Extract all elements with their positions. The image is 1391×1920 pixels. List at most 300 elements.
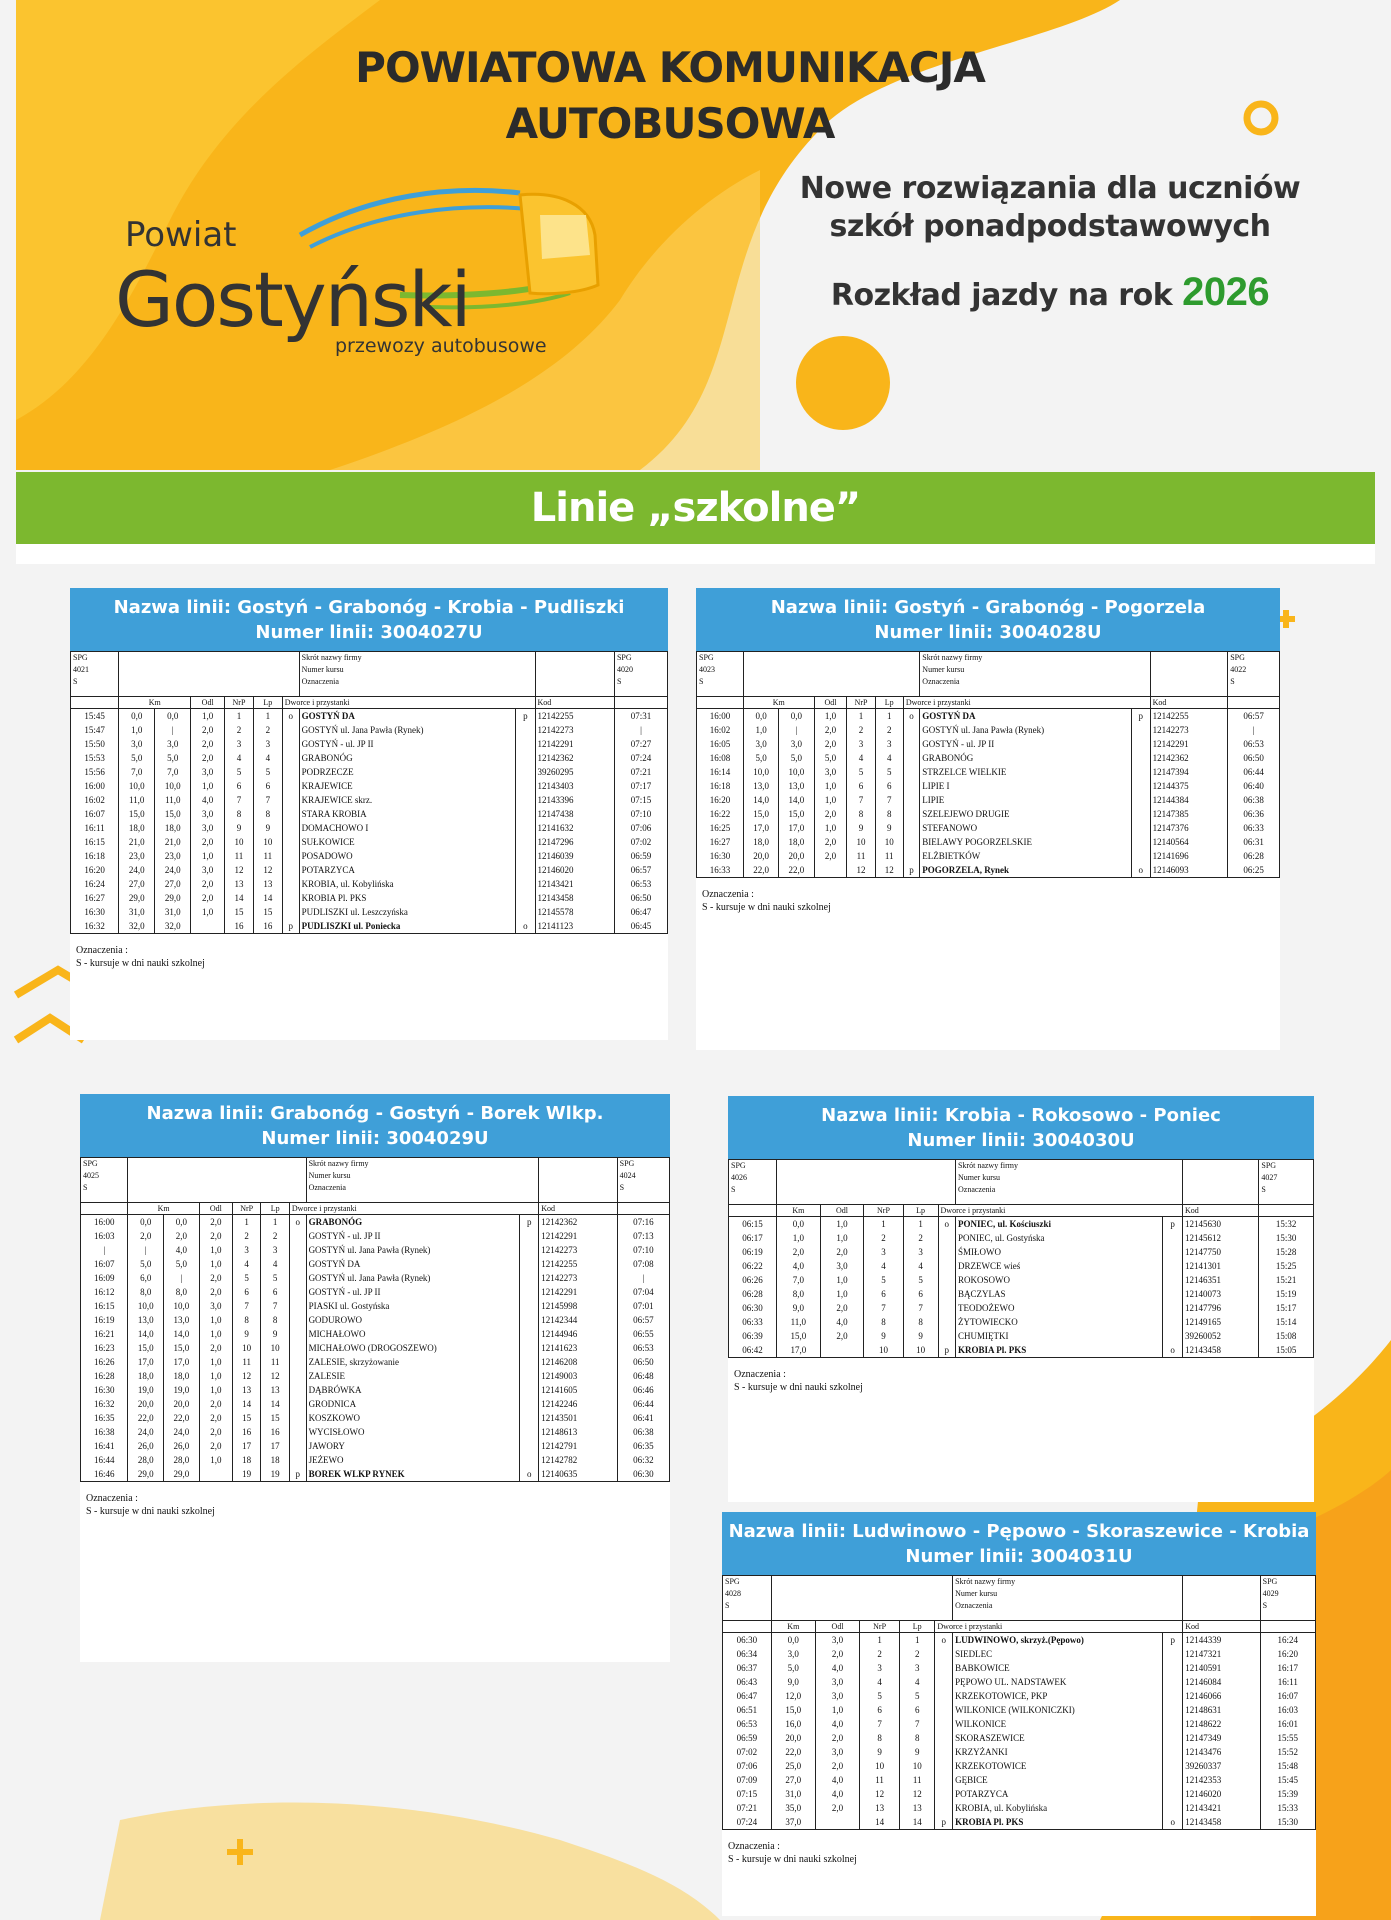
- header-blank: [771, 1576, 952, 1621]
- km: 19,0: [128, 1383, 164, 1397]
- time-back: 07:15: [614, 793, 667, 807]
- table-row: [723, 1675, 1316, 1689]
- odl: 3,0: [191, 807, 225, 821]
- mark-right: [516, 821, 535, 835]
- time-out: 16:30: [81, 1383, 128, 1397]
- mark-left: [289, 1313, 306, 1327]
- time-out: 16:44: [81, 1453, 128, 1467]
- time-back: 15:45: [1260, 1773, 1315, 1787]
- spg-right: [617, 1158, 669, 1203]
- time-out: 16:25: [697, 821, 744, 835]
- header-course: Numer kursu: [301, 665, 344, 674]
- time-back: 15:25: [1259, 1259, 1314, 1273]
- stop-name: PUDLISZKI ul. Leszczyńska: [299, 905, 516, 919]
- km: 15,0: [128, 1341, 164, 1355]
- mark-right: [516, 877, 535, 891]
- nrp: 14: [860, 1815, 900, 1830]
- km-cum: 14,0: [164, 1327, 200, 1341]
- nrp: 8: [232, 1313, 260, 1327]
- line-header: [80, 1094, 670, 1157]
- legend-title: Oznaczenia :: [702, 889, 754, 900]
- km: 15,0: [744, 807, 779, 821]
- stop-name: CHUMIĘTKI: [955, 1329, 1162, 1343]
- mark-left: [289, 1383, 306, 1397]
- nrp: 10: [225, 835, 254, 849]
- km-cum: 2,0: [164, 1229, 200, 1243]
- time-back: 16:11: [1260, 1675, 1315, 1689]
- nrp: 3: [860, 1661, 900, 1675]
- time-out: 15:53: [71, 751, 119, 765]
- stop-code: 12147438: [535, 807, 614, 821]
- time-back: 07:10: [617, 1243, 669, 1257]
- line-panel-3004030U: [728, 1096, 1314, 1502]
- nrp: 13: [860, 1801, 900, 1815]
- lp: 6: [261, 1285, 289, 1299]
- mark-left: o: [282, 709, 299, 724]
- mark-left: [282, 723, 299, 737]
- time-back: 06:35: [617, 1439, 669, 1453]
- km: 31,0: [771, 1787, 815, 1801]
- lp: 4: [261, 1257, 289, 1271]
- km: 18,0: [128, 1369, 164, 1383]
- time-out: 06:28: [729, 1287, 777, 1301]
- km: 31,0: [119, 905, 155, 919]
- schedule-label: Rozkład jazdy na rok: [830, 278, 1173, 313]
- spg-left: [81, 1158, 128, 1203]
- km: 10,0: [744, 765, 779, 779]
- stop-name: KRZEKOTOWICE, PKP: [953, 1689, 1163, 1703]
- stop-name: KRZEKOTOWICE: [953, 1759, 1163, 1773]
- nrp-label: NrP: [232, 1203, 260, 1215]
- lp: 16: [253, 919, 282, 934]
- odl: 5,0: [814, 751, 847, 765]
- page-title: [300, 40, 1040, 152]
- stop-code: 12142362: [1150, 751, 1228, 765]
- mark-left: [935, 1773, 953, 1787]
- mark-left: p: [935, 1815, 953, 1830]
- nrp: 4: [860, 1675, 900, 1689]
- logo-powiat: Powiat: [125, 215, 237, 255]
- table-row: [71, 751, 668, 765]
- time-out: 15:47: [71, 723, 119, 737]
- nrp: 7: [864, 1301, 903, 1315]
- lp: 14: [900, 1815, 935, 1830]
- mark-left: [282, 863, 299, 877]
- mark-left: [903, 849, 919, 863]
- stop-name: KRAJEWICE skrz.: [299, 793, 516, 807]
- spg-right-line: S: [619, 1183, 625, 1192]
- stop-name: SUŁKOWICE: [299, 835, 516, 849]
- km-cum: 0,0: [155, 709, 191, 724]
- stop-code: 12143476: [1183, 1745, 1260, 1759]
- nrp: 10: [847, 835, 875, 849]
- odl: 2,0: [814, 835, 847, 849]
- mark-right: [1163, 1731, 1183, 1745]
- lp: 8: [875, 807, 903, 821]
- km: 1,0: [777, 1231, 821, 1245]
- odl: 4,0: [820, 1315, 864, 1329]
- timetable-subheader: [81, 1203, 670, 1215]
- km-cum: 10,0: [155, 779, 191, 793]
- header-firm: [299, 652, 535, 697]
- odl: 1,0: [191, 905, 225, 919]
- time-back: 06:30: [617, 1467, 669, 1482]
- lp: 3: [253, 737, 282, 751]
- line-number: Numer linii: 3004029U: [261, 1128, 489, 1149]
- km: 16,0: [771, 1717, 815, 1731]
- km: 29,0: [119, 891, 155, 905]
- legend-text: S - kursuje w dni nauki szkolnej: [728, 1854, 857, 1865]
- km-cum: 5,0: [164, 1257, 200, 1271]
- time-out: 16:07: [81, 1257, 128, 1271]
- mark-right: [516, 793, 535, 807]
- timetable-subheader: [697, 697, 1280, 709]
- km: 24,0: [128, 1425, 164, 1439]
- table-row: [697, 751, 1280, 765]
- time-back: 06:50: [617, 1355, 669, 1369]
- time-out: 16:22: [697, 807, 744, 821]
- nrp: 2: [232, 1229, 260, 1243]
- km: 12,0: [771, 1689, 815, 1703]
- stop-name: ZALESIE: [306, 1369, 520, 1383]
- logo-name: Gostyński: [115, 255, 470, 344]
- km: 32,0: [119, 919, 155, 934]
- nrp: 4: [225, 751, 254, 765]
- nrp: 6: [232, 1285, 260, 1299]
- stop-name: GOSTYŃ DA: [920, 709, 1132, 724]
- stop-code: 12149165: [1182, 1315, 1258, 1329]
- nrp: 16: [232, 1425, 260, 1439]
- spg-left-line: S: [699, 677, 704, 686]
- stop-code: 12146093: [1150, 863, 1228, 878]
- subheader-blank: [723, 1621, 772, 1633]
- nrp: 5: [847, 765, 875, 779]
- stop-name: GOSTYŃ ul. Jana Pawła (Rynek): [299, 723, 516, 737]
- odl: 1,0: [199, 1453, 232, 1467]
- table-row: [81, 1313, 670, 1327]
- km: 11,0: [119, 793, 155, 807]
- time-out: 16:30: [697, 849, 744, 863]
- lp: 7: [875, 793, 903, 807]
- lp: 4: [900, 1675, 935, 1689]
- lp: 1: [253, 709, 282, 724]
- odl: 3,0: [815, 1689, 859, 1703]
- code-label: Kod: [1182, 1205, 1258, 1217]
- table-row: [697, 849, 1280, 863]
- table-row: [71, 779, 668, 793]
- time-back: 06:57: [1228, 709, 1280, 724]
- time-back: 15:55: [1260, 1731, 1315, 1745]
- stop-name: ROKOSOWO: [955, 1273, 1162, 1287]
- time-out: 16:27: [71, 891, 119, 905]
- stop-name: WILKONICE (WILKONICZKI): [953, 1703, 1163, 1717]
- km-cum: 17,0: [164, 1355, 200, 1369]
- km-cum: 14,0: [779, 793, 814, 807]
- table-row: [81, 1411, 670, 1425]
- time-back: 15:30: [1259, 1231, 1314, 1245]
- nrp: 12: [847, 863, 875, 878]
- km-cum: 5,0: [155, 751, 191, 765]
- nrp: 8: [860, 1731, 900, 1745]
- lp-label: Lp: [875, 697, 903, 709]
- table-row: [81, 1453, 670, 1467]
- time-back: 07:04: [617, 1285, 669, 1299]
- nrp: 2: [847, 723, 875, 737]
- time-back: 07:02: [614, 835, 667, 849]
- stop-name: DRZEWCE wieś: [955, 1259, 1162, 1273]
- year: 2026: [1182, 270, 1270, 314]
- stop-name: LUDWINOWO, skrzyż.(Pępowo): [953, 1633, 1163, 1648]
- stop-code: 12142255: [535, 709, 614, 724]
- time-back: 06:40: [1228, 779, 1280, 793]
- mark-right: [516, 751, 535, 765]
- odl: 2,0: [191, 751, 225, 765]
- lp: 9: [253, 821, 282, 835]
- time-back: 15:17: [1259, 1301, 1314, 1315]
- stop-code: 12144375: [1150, 779, 1228, 793]
- mark-left: [935, 1717, 953, 1731]
- odl: 4,0: [815, 1787, 859, 1801]
- timetable: [696, 651, 1280, 878]
- nrp: 15: [232, 1411, 260, 1425]
- mark-left: [289, 1425, 306, 1439]
- km: 28,0: [128, 1453, 164, 1467]
- odl: 4,0: [815, 1661, 859, 1675]
- odl: [191, 919, 225, 934]
- time-back: 06:47: [614, 905, 667, 919]
- stop-code: 12145578: [535, 905, 614, 919]
- line-header: [696, 588, 1280, 651]
- odl: 1,0: [814, 709, 847, 724]
- time-out: 07:06: [723, 1759, 772, 1773]
- time-back: |: [614, 723, 667, 737]
- stop-name: KROBIA Pl. PKS: [955, 1343, 1162, 1358]
- km-cum: 4,0: [164, 1243, 200, 1257]
- legend-title: Oznaczenia :: [76, 945, 128, 956]
- header-firm: [306, 1158, 539, 1203]
- nrp: 5: [232, 1271, 260, 1285]
- time-out: 06:47: [723, 1689, 772, 1703]
- time-back: 06:36: [1228, 807, 1280, 821]
- mark-right: [520, 1425, 539, 1439]
- odl: 3,0: [815, 1675, 859, 1689]
- km-cum: 5,0: [779, 751, 814, 765]
- km: 14,0: [744, 793, 779, 807]
- table-row: [71, 849, 668, 863]
- time-back: 07:08: [617, 1257, 669, 1271]
- mark-right: o: [520, 1467, 539, 1482]
- nrp: 7: [847, 793, 875, 807]
- stop-code: 12148631: [1183, 1703, 1260, 1717]
- time-out: 16:24: [71, 877, 119, 891]
- mark-left: [282, 765, 299, 779]
- time-out: 16:05: [697, 737, 744, 751]
- time-out: 16:23: [81, 1341, 128, 1355]
- stop-name: ŚMIŁOWO: [955, 1245, 1162, 1259]
- time-out: 06:15: [729, 1217, 777, 1232]
- header-blank-code: [539, 1158, 617, 1203]
- subtitle-line-2: szkół ponadpodstawowych: [829, 209, 1271, 244]
- mark-right: [1163, 1675, 1183, 1689]
- time-out: 06:59: [723, 1731, 772, 1745]
- stop-code: 12143458: [1183, 1815, 1260, 1830]
- odl: 1,0: [199, 1355, 232, 1369]
- stop-code: 12145998: [539, 1299, 617, 1313]
- table-row: [71, 807, 668, 821]
- nrp: 9: [860, 1745, 900, 1759]
- header-blank: [128, 1158, 306, 1203]
- nrp: 1: [847, 709, 875, 724]
- odl: 3,0: [815, 1745, 859, 1759]
- km-cum: |: [155, 723, 191, 737]
- time-back: 06:57: [614, 863, 667, 877]
- mark-left: [282, 849, 299, 863]
- time-back: 06:44: [1228, 765, 1280, 779]
- stop-code: 12147321: [1183, 1647, 1260, 1661]
- time-out: 15:56: [71, 765, 119, 779]
- table-row: [71, 891, 668, 905]
- line-number: Numer linii: 3004027U: [255, 622, 483, 643]
- mark-left: [903, 765, 919, 779]
- table-row: [81, 1355, 670, 1369]
- nrp: 10: [864, 1343, 903, 1358]
- header-firm: Skrót nazwy firmy: [922, 653, 983, 662]
- line-panel-3004028U: [696, 588, 1280, 1050]
- nrp: 11: [232, 1355, 260, 1369]
- km-cum: 7,0: [155, 765, 191, 779]
- header-firm: Skrót nazwy firmy: [957, 1161, 1018, 1170]
- stop-code: 12142273: [539, 1243, 617, 1257]
- stop-code: 12142353: [1183, 1773, 1260, 1787]
- spg-right-line: 4027: [1261, 1173, 1278, 1182]
- table-row: [71, 737, 668, 751]
- stop-name: KROBIA Pl. PKS: [953, 1815, 1163, 1830]
- time-out: 16:27: [697, 835, 744, 849]
- stop-code: 12143501: [539, 1411, 617, 1425]
- odl: 3,0: [199, 1299, 232, 1313]
- mark-right: [1163, 1689, 1183, 1703]
- km: 13,0: [128, 1313, 164, 1327]
- km-cum: 8,0: [164, 1285, 200, 1299]
- header-firm: Skrót nazwy firmy: [955, 1577, 1016, 1586]
- time-out: 06:30: [729, 1301, 777, 1315]
- stop-code: 12142255: [1150, 709, 1228, 724]
- stop-name: PIASKI ul. Gostyńska: [306, 1299, 520, 1313]
- mark-right: [1131, 765, 1150, 779]
- lp: 2: [900, 1647, 935, 1661]
- mark-left: [938, 1287, 955, 1301]
- km: 6,0: [128, 1271, 164, 1285]
- mark-left: [935, 1801, 953, 1815]
- time-back: 06:50: [614, 891, 667, 905]
- nrp: 6: [864, 1287, 903, 1301]
- lp: 4: [903, 1259, 938, 1273]
- mark-right: [520, 1271, 539, 1285]
- lp: 11: [261, 1355, 289, 1369]
- line-number: Numer linii: 3004030U: [907, 1130, 1135, 1151]
- odl: 3,0: [191, 765, 225, 779]
- odl-label: Odl: [820, 1205, 864, 1217]
- nrp: 7: [860, 1717, 900, 1731]
- header-blank: [119, 652, 300, 697]
- mark-left: [289, 1369, 306, 1383]
- odl: 2,0: [191, 835, 225, 849]
- km: 4,0: [777, 1259, 821, 1273]
- odl: 2,0: [820, 1329, 864, 1343]
- table-row: [81, 1243, 670, 1257]
- mark-left: p: [289, 1467, 306, 1482]
- stop-name: GOSTYŃ DA: [299, 709, 516, 724]
- mark-left: [289, 1453, 306, 1467]
- stop-code: 12142782: [539, 1453, 617, 1467]
- odl-label: Odl: [814, 697, 847, 709]
- table-row: [723, 1801, 1316, 1815]
- stop-name: SKORASZEWICE: [953, 1731, 1163, 1745]
- odl-label: Odl: [815, 1621, 859, 1633]
- line-panel-3004027U: [70, 588, 668, 1040]
- timetable: [80, 1157, 670, 1482]
- subheader-blank: [1228, 697, 1280, 709]
- table-row: [81, 1397, 670, 1411]
- nrp: 7: [225, 793, 254, 807]
- stop-name: BIELAWY POGORZELSKIE: [920, 835, 1132, 849]
- table-row: [697, 807, 1280, 821]
- lp: 12: [900, 1787, 935, 1801]
- table-row: [81, 1299, 670, 1313]
- line-name: Nazwa linii: Gostyń - Grabonóg - Pogorzela: [770, 597, 1206, 618]
- header-course: Numer kursu: [308, 1171, 351, 1180]
- time-out: 16:02: [697, 723, 744, 737]
- time-back: 06:33: [1228, 821, 1280, 835]
- subtitle: [760, 170, 1340, 246]
- time-back: 15:21: [1259, 1273, 1314, 1287]
- km: 23,0: [119, 849, 155, 863]
- odl: 1,0: [820, 1231, 864, 1245]
- mark-left: [289, 1299, 306, 1313]
- nrp: 1: [860, 1633, 900, 1648]
- time-back: 06:28: [1228, 849, 1280, 863]
- timetable: [70, 651, 668, 934]
- stop-name: WYCISŁOWO: [306, 1425, 520, 1439]
- table-row: [697, 765, 1280, 779]
- stop-name: JEŻEWO: [306, 1453, 520, 1467]
- mark-right: [1163, 1787, 1183, 1801]
- mark-right: [520, 1243, 539, 1257]
- km-cum: 3,0: [779, 737, 814, 751]
- km-cum: 24,0: [164, 1425, 200, 1439]
- km: 0,0: [128, 1215, 164, 1230]
- time-out: 06:37: [723, 1661, 772, 1675]
- mark-left: [289, 1411, 306, 1425]
- table-row: [723, 1689, 1316, 1703]
- stop-code: 12145612: [1182, 1231, 1258, 1245]
- time-out: 15:45: [71, 709, 119, 724]
- lp: 5: [875, 765, 903, 779]
- stop-name: LIPIE I: [920, 779, 1132, 793]
- stop-code: 12142291: [539, 1285, 617, 1299]
- stop-name: GRABONÓG: [306, 1215, 520, 1230]
- nrp: 14: [232, 1397, 260, 1411]
- lp: 1: [900, 1633, 935, 1648]
- table-row: [723, 1703, 1316, 1717]
- stop-code: 12147376: [1150, 821, 1228, 835]
- km-cum: 3,0: [155, 737, 191, 751]
- mark-right: [516, 863, 535, 877]
- time-out: 07:09: [723, 1773, 772, 1787]
- mark-left: [938, 1273, 955, 1287]
- mark-right: [520, 1439, 539, 1453]
- spg-left-line: S: [73, 677, 78, 686]
